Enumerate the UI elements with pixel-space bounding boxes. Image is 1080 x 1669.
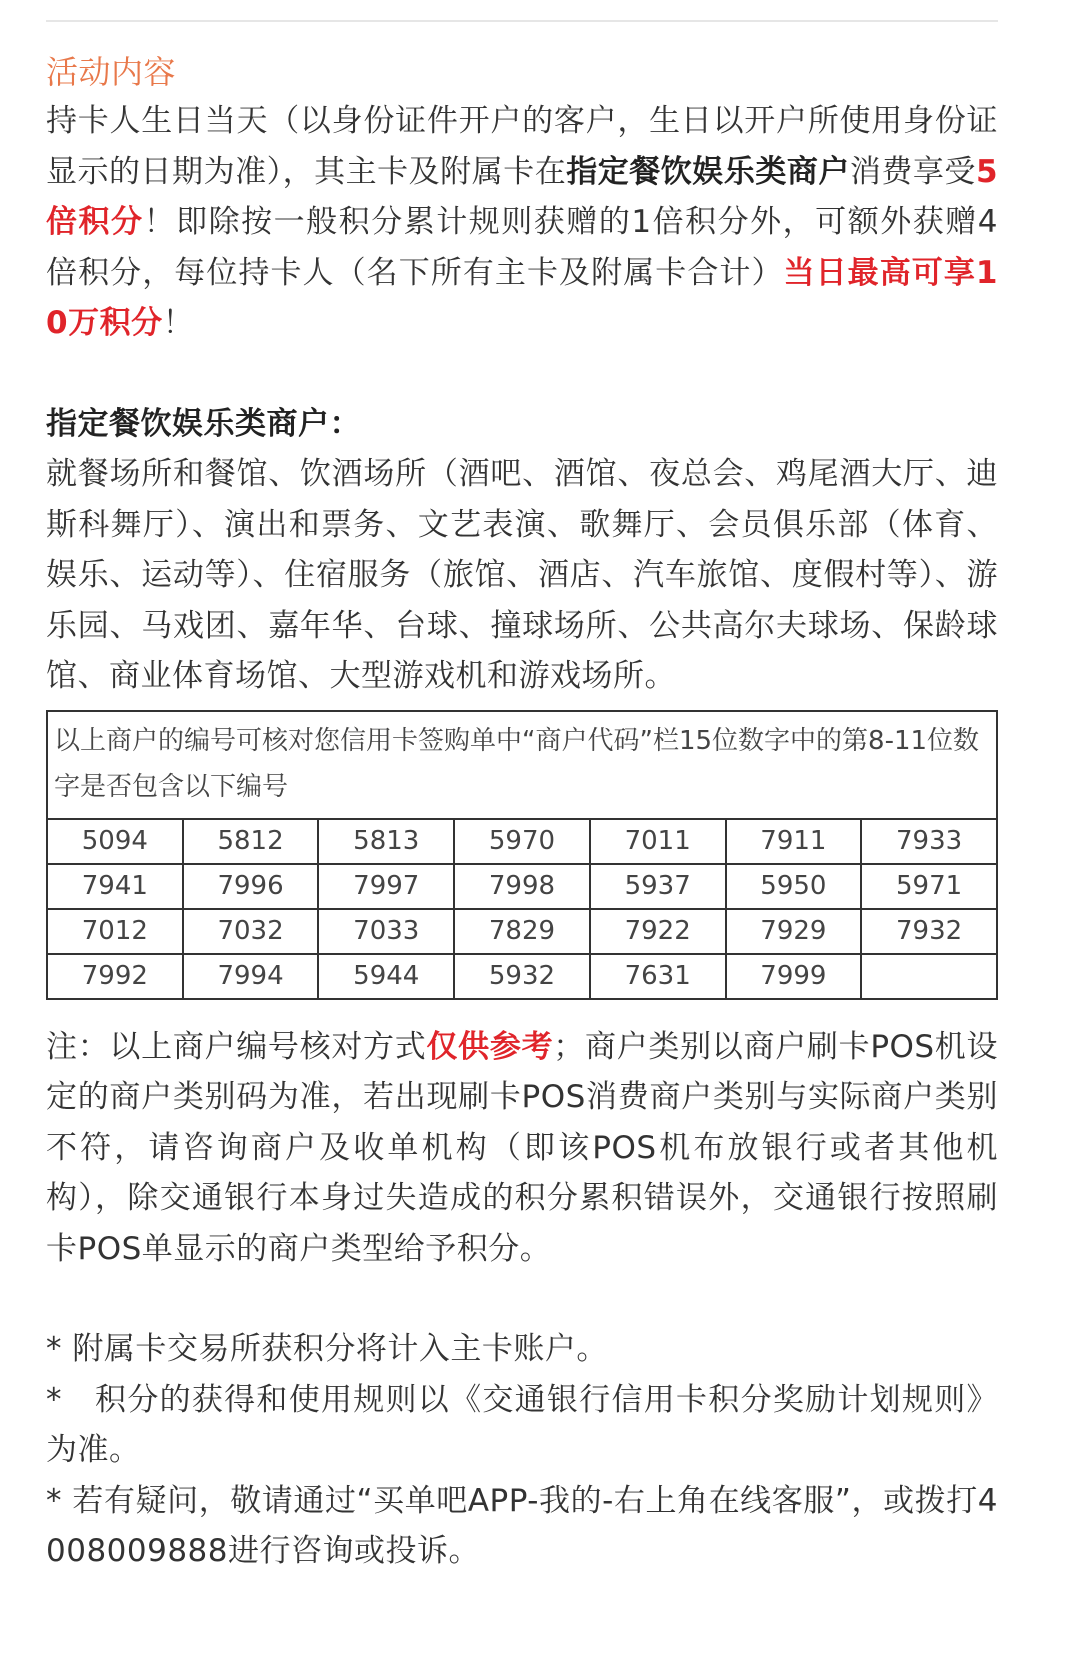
merchant-code-cell: 7012 xyxy=(47,909,183,954)
intro-points-highlight: 5倍积分 xyxy=(46,153,999,240)
merchant-code-cell: 7992 xyxy=(47,954,183,999)
content xyxy=(46,48,998,1577)
table-row xyxy=(47,819,997,864)
merchant-code-cell: 7997 xyxy=(318,864,454,909)
note-reference-highlight: 仅供参考 xyxy=(426,1028,554,1065)
merchant-code-cell: 5950 xyxy=(726,864,862,909)
intro-daily-cap-highlight: 当日最高可享10万积分 xyxy=(46,254,998,341)
merchant-code-cell: 7032 xyxy=(183,909,319,954)
merchant-code-cell: 7922 xyxy=(590,909,726,954)
intro-text-3: ！即除按一般积分累计规则获赠的1倍积分外，可额外获赠4倍积分，每位持卡人（名下所有主卡及附属卡合计） xyxy=(46,204,998,291)
merchant-code-cell: 7996 xyxy=(183,864,319,909)
merchant-code-cell: 7033 xyxy=(318,909,454,954)
intro-paragraph xyxy=(46,96,998,349)
intro-merchant-highlight: 指定餐饮娱乐类商户 xyxy=(566,153,850,190)
merchant-code-cell: 7631 xyxy=(590,954,726,999)
merchant-code-cell: 7994 xyxy=(183,954,319,999)
table-header-cell: 以上商户的编号可核对您信用卡签购单中“商户代码”栏15位数字中的第8-11位数字是否包含以下编号 xyxy=(47,711,997,819)
intro-text-2: 消费享受 xyxy=(849,153,976,190)
merchant-code-cell: 7941 xyxy=(47,864,183,909)
table-row xyxy=(47,954,997,999)
merchant-code-cell: 5813 xyxy=(318,819,454,864)
merchant-code-table xyxy=(46,710,998,1000)
merchant-code-cell: 7929 xyxy=(726,909,862,954)
table-row xyxy=(47,909,997,954)
merchant-code-cell: 7911 xyxy=(726,819,862,864)
table-header-row xyxy=(47,711,997,819)
note-paragraph xyxy=(46,1022,998,1275)
merchant-code-cell xyxy=(861,954,997,999)
merchant-code-cell: 5812 xyxy=(183,819,319,864)
merchants-heading: 指定餐饮娱乐类商户： xyxy=(46,405,361,442)
merchant-code-cell: 7011 xyxy=(590,819,726,864)
section-title: 活动内容 xyxy=(46,53,177,91)
merchant-code-cell: 5932 xyxy=(454,954,590,999)
merchant-code-cell: 7932 xyxy=(861,909,997,954)
merchant-code-cell: 5944 xyxy=(318,954,454,999)
note-text-2: ；商户类别以商户刷卡POS机设定的商户类别码为准，若出现刷卡POS消费商户类别与实际商户类别不符，请咨询商户及收单机构（即该POS机布放银行或者其他机构），除交通银行本身过失造成的积分累积错误外，交通银行按照刷卡POS单显示的商户类型给予积分。 xyxy=(46,1028,999,1267)
merchant-code-cell: 7933 xyxy=(861,819,997,864)
table-row xyxy=(47,864,997,909)
intro-text-4: ！ xyxy=(162,305,195,341)
merchant-code-cell: 5971 xyxy=(861,864,997,909)
merchant-code-cell: 7999 xyxy=(726,954,862,999)
merchant-code-cell: 5970 xyxy=(454,819,590,864)
intro-text-1: 持卡人生日当天（以身份证件开户的客户，生日以开户所使用身份证显示的日期为准），其主卡及附属卡在 xyxy=(46,103,998,190)
merchant-code-cell: 5937 xyxy=(590,864,726,909)
footnote: * 积分的获得和使用规则以《交通银行信用卡积分奖励计划规则》为准。 xyxy=(46,1381,998,1468)
spacer xyxy=(46,349,998,399)
note-text-1: 注：以上商户编号核对方式 xyxy=(46,1028,427,1065)
footnote: * 附属卡交易所获积分将计入主卡账户。 xyxy=(46,1331,608,1367)
merchant-code-cell: 7998 xyxy=(454,864,590,909)
footnote: * 若有疑问，敬请通过“买单吧APP-我的-右上角在线客服”，或拨打4008009888进行咨询或投诉。 xyxy=(46,1482,998,1569)
spacer xyxy=(46,1274,998,1324)
merchants-description: 就餐场所和餐馆、饮酒场所（酒吧、酒馆、夜总会、鸡尾酒大厅、迪斯科舞厅）、演出和票务、文艺表演、歌舞厅、会员俱乐部（体育、娱乐、运动等）、住宿服务（旅馆、酒店、汽车旅馆、度假村等）、游乐园、马戏团、嘉年华、台球、撞球场所、公共高尔夫球场、保龄球馆、商业体育场馆、大型游戏机和游戏场所。 xyxy=(46,456,998,694)
merchant-code-cell: 5094 xyxy=(47,819,183,864)
merchant-code-cell: 7829 xyxy=(454,909,590,954)
top-divider xyxy=(46,20,998,22)
